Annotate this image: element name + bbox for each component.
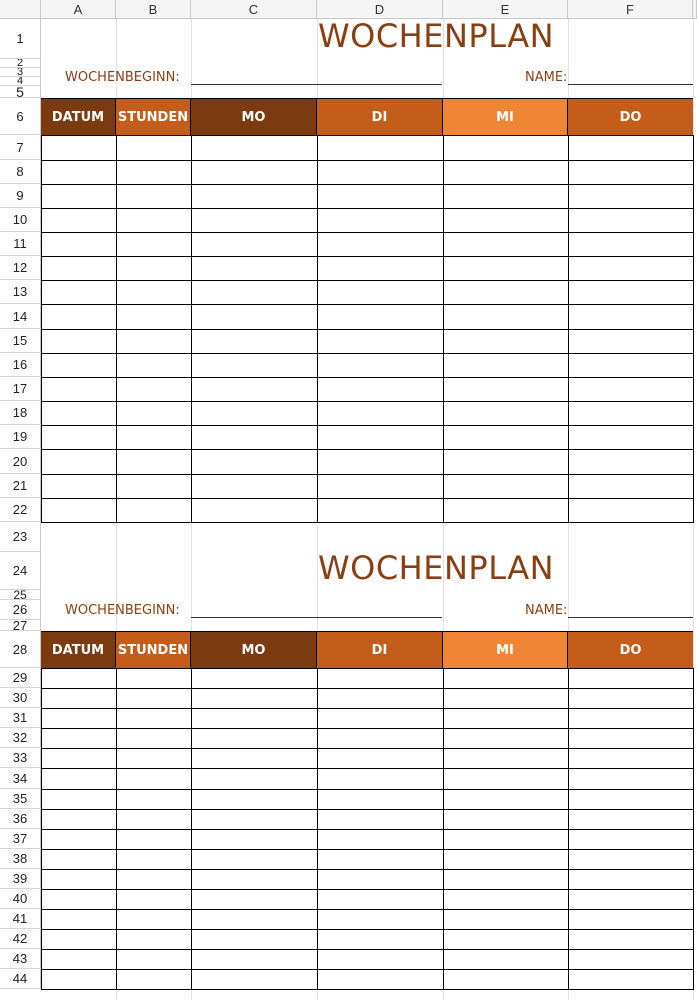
week-start-label: WOCHENBEGINN: bbox=[65, 70, 180, 85]
table-column-line bbox=[568, 668, 569, 990]
name-input[interactable] bbox=[568, 84, 693, 85]
table-row[interactable] bbox=[41, 160, 693, 161]
row-header-26[interactable]: 26 bbox=[0, 600, 41, 620]
column-header-c[interactable]: C bbox=[191, 0, 317, 19]
table-row[interactable] bbox=[41, 869, 693, 870]
table-column-line bbox=[693, 135, 694, 523]
table-column-line bbox=[41, 668, 42, 990]
table-header-datum[interactable]: DATUM bbox=[41, 98, 116, 136]
select-all-corner[interactable] bbox=[0, 0, 41, 19]
table-header-mo[interactable]: MO bbox=[191, 98, 317, 136]
row-header-5[interactable]: 5 bbox=[0, 86, 41, 98]
table-header-stunden[interactable]: STUNDEN bbox=[116, 98, 191, 136]
row-header-34[interactable]: 34 bbox=[0, 768, 41, 789]
row-header-6[interactable]: 6 bbox=[0, 98, 41, 135]
table-header-datum[interactable]: DATUM bbox=[41, 631, 116, 669]
table-row[interactable] bbox=[41, 522, 693, 523]
table-row[interactable] bbox=[41, 425, 693, 426]
table-row[interactable] bbox=[41, 449, 693, 450]
table-row[interactable] bbox=[41, 909, 693, 910]
table-column-line bbox=[41, 135, 42, 523]
row-header-31[interactable]: 31 bbox=[0, 708, 41, 728]
row-header-13[interactable]: 13 bbox=[0, 280, 41, 304]
row-header-14[interactable]: 14 bbox=[0, 304, 41, 329]
week-start-label: WOCHENBEGINN: bbox=[65, 603, 180, 618]
column-header-spacer bbox=[693, 0, 697, 19]
table-column-line bbox=[693, 668, 694, 990]
table-row[interactable] bbox=[41, 789, 693, 790]
row-header-33[interactable]: 33 bbox=[0, 748, 41, 768]
row-header-7[interactable]: 7 bbox=[0, 135, 41, 160]
table-row[interactable] bbox=[41, 304, 693, 305]
table-column-line bbox=[116, 668, 117, 990]
row-header-10[interactable]: 10 bbox=[0, 208, 41, 232]
row-header-2[interactable]: 2 bbox=[0, 59, 41, 68]
table-header-do[interactable]: DO bbox=[568, 98, 693, 136]
table-column-line bbox=[317, 668, 318, 990]
row-header-8[interactable]: 8 bbox=[0, 160, 41, 184]
table-row[interactable] bbox=[41, 256, 693, 257]
table-row[interactable] bbox=[41, 688, 693, 689]
row-header-18[interactable]: 18 bbox=[0, 401, 41, 425]
column-header-f[interactable]: F bbox=[568, 0, 693, 19]
table-row[interactable] bbox=[41, 498, 693, 499]
row-header-11[interactable]: 11 bbox=[0, 232, 41, 256]
plan-title: WOCHENPLAN bbox=[318, 549, 555, 587]
column-header-d[interactable]: D bbox=[317, 0, 443, 19]
column-header-e[interactable]: E bbox=[443, 0, 568, 19]
row-header-42[interactable]: 42 bbox=[0, 929, 41, 949]
row-header-22[interactable]: 22 bbox=[0, 498, 41, 522]
table-header-mo[interactable]: MO bbox=[191, 631, 317, 669]
row-header-17[interactable]: 17 bbox=[0, 377, 41, 401]
table-row[interactable] bbox=[41, 949, 693, 950]
column-header-a[interactable]: A bbox=[41, 0, 116, 19]
table-header-stunden[interactable]: STUNDEN bbox=[116, 631, 191, 669]
table-row[interactable] bbox=[41, 401, 693, 402]
row-header-41[interactable]: 41 bbox=[0, 909, 41, 929]
table-row[interactable] bbox=[41, 708, 693, 709]
table-row[interactable] bbox=[41, 889, 693, 890]
table-row[interactable] bbox=[41, 135, 693, 136]
table-row[interactable] bbox=[41, 989, 693, 990]
week-start-input[interactable] bbox=[191, 617, 442, 618]
table-row[interactable] bbox=[41, 748, 693, 749]
table-column-line bbox=[116, 135, 117, 523]
name-input[interactable] bbox=[568, 617, 693, 618]
row-header-25[interactable]: 25 bbox=[0, 590, 41, 600]
row-header-29[interactable]: 29 bbox=[0, 668, 41, 688]
row-header-35[interactable]: 35 bbox=[0, 789, 41, 809]
table-header-di[interactable]: DI bbox=[317, 98, 443, 136]
row-header-1[interactable]: 1 bbox=[0, 19, 41, 59]
row-header-27[interactable]: 27 bbox=[0, 620, 41, 631]
row-header-16[interactable]: 16 bbox=[0, 353, 41, 377]
row-header-37[interactable]: 37 bbox=[0, 829, 41, 849]
table-row[interactable] bbox=[41, 929, 693, 930]
row-header-38[interactable]: 38 bbox=[0, 849, 41, 869]
row-header-30[interactable]: 30 bbox=[0, 688, 41, 708]
plan-title: WOCHENPLAN bbox=[318, 17, 555, 55]
table-row[interactable] bbox=[41, 969, 693, 970]
row-header-12[interactable]: 12 bbox=[0, 256, 41, 280]
table-column-line bbox=[443, 135, 444, 523]
row-header-32[interactable]: 32 bbox=[0, 728, 41, 748]
row-header-39[interactable]: 39 bbox=[0, 869, 41, 889]
table-header-di[interactable]: DI bbox=[317, 631, 443, 669]
table-row[interactable] bbox=[41, 184, 693, 185]
table-column-line bbox=[191, 668, 192, 990]
row-header-21[interactable]: 21 bbox=[0, 474, 41, 498]
table-row[interactable] bbox=[41, 232, 693, 233]
table-row[interactable] bbox=[41, 474, 693, 475]
table-column-line bbox=[191, 135, 192, 523]
row-header-4[interactable]: 4 bbox=[0, 77, 41, 86]
table-row[interactable] bbox=[41, 329, 693, 330]
table-row[interactable] bbox=[41, 849, 693, 850]
row-header-40[interactable]: 40 bbox=[0, 889, 41, 909]
column-header-b[interactable]: B bbox=[116, 0, 191, 19]
row-header-20[interactable]: 20 bbox=[0, 449, 41, 474]
table-row[interactable] bbox=[41, 668, 693, 669]
row-header-28[interactable]: 28 bbox=[0, 631, 41, 668]
table-row[interactable] bbox=[41, 728, 693, 729]
row-header-43[interactable]: 43 bbox=[0, 949, 41, 969]
table-row[interactable] bbox=[41, 829, 693, 830]
name-label: NAME: bbox=[525, 603, 568, 618]
table-row[interactable] bbox=[41, 809, 693, 810]
table-row[interactable] bbox=[41, 768, 693, 769]
name-label: NAME: bbox=[525, 70, 568, 85]
row-header-19[interactable]: 19 bbox=[0, 425, 41, 449]
table-column-line bbox=[443, 668, 444, 990]
table-header-mi[interactable]: MI bbox=[443, 631, 568, 669]
row-header-23[interactable]: 23 bbox=[0, 522, 41, 552]
table-header-do[interactable]: DO bbox=[568, 631, 693, 669]
row-header-36[interactable]: 36 bbox=[0, 809, 41, 829]
row-header-24[interactable]: 24 bbox=[0, 552, 41, 590]
table-row[interactable] bbox=[41, 353, 693, 354]
row-header-44[interactable]: 44 bbox=[0, 969, 41, 989]
week-start-input[interactable] bbox=[191, 84, 442, 85]
table-header-mi[interactable]: MI bbox=[443, 98, 568, 136]
table-column-line bbox=[317, 135, 318, 523]
table-row[interactable] bbox=[41, 280, 693, 281]
table-column-line bbox=[568, 135, 569, 523]
row-header-3[interactable]: 3 bbox=[0, 68, 41, 77]
table-row[interactable] bbox=[41, 208, 693, 209]
table-row[interactable] bbox=[41, 377, 693, 378]
row-header-15[interactable]: 15 bbox=[0, 329, 41, 353]
row-header-9[interactable]: 9 bbox=[0, 184, 41, 208]
